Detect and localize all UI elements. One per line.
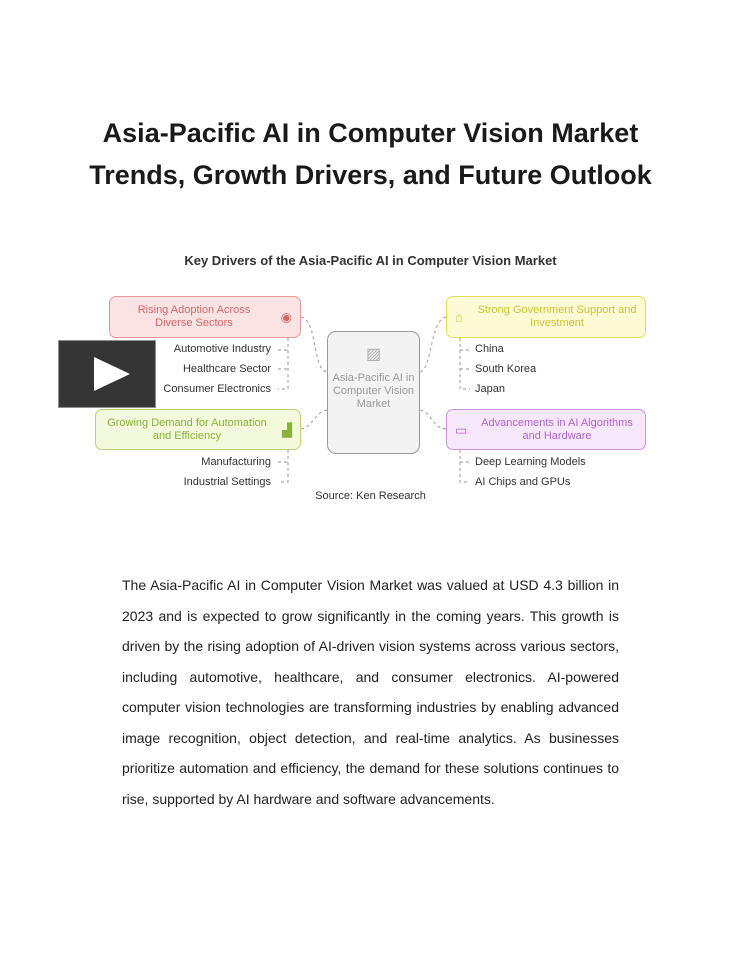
driver-label: Rising Adoption Across Diverse Sectors [137,304,251,329]
driver-box-adoption [109,296,301,338]
driver-label: Strong Government Support and Investment [477,304,637,329]
center-node [327,331,420,454]
list-item: Healthcare Sector [182,363,271,375]
list-item: Consumer Electronics [163,383,271,395]
robot-eye-icon: ◉ [280,309,292,325]
body-paragraph: The Asia-Pacific AI in Computer Vision Market was valued at USD 4.3 billion in 2023 and is expected to grow significantly in the coming years. This growth is driven by the rising adoption of AI-driven vision systems across various sectors, including automotive, healthcare, and consumer electronics. AI-powered computer vision technologies are transforming industries by enabling advanced image recognition, object detection, and real-time analytics. As businesses prioritize automation and efficiency, the demand for these solutions continues to rise, supported by AI hardware and software advancements. [122,577,619,807]
title-line-1: Asia-Pacific AI in Computer Vision Market [102,118,639,148]
list-item: Automotive Industry [173,343,271,355]
driver-box-government [446,296,646,338]
list-item: Manufacturing [201,456,271,468]
source-caption: Source: Ken Research [315,490,426,502]
image-sparkle-icon: ▨ [365,346,382,363]
list-item: Japan [475,383,505,395]
list-item: China [475,343,504,355]
monitor-chip-icon: ▭ [455,422,468,437]
center-label: Asia-Pacific AI in Computer Vision Market [332,372,415,410]
title-line-2: Trends, Growth Drivers, and Future Outlook [89,160,652,190]
diagram-title: Key Drivers of the Asia-Pacific AI in Computer Vision Market [184,253,557,268]
list-item: South Korea [475,363,537,375]
driver-label: Advancements in AI Algorithms and Hardware [481,416,633,442]
driver-box-automation [95,409,301,450]
factory-icon: ▟ [282,422,292,437]
video-play-button[interactable] [58,340,156,408]
driver-label: Growing Demand for Automation and Efficiency [107,416,267,442]
list-item: Industrial Settings [183,476,271,488]
list-item: Deep Learning Models [475,456,586,468]
driver-box-advancements [446,409,646,450]
list-item: AI Chips and GPUs [475,476,571,488]
play-icon [94,357,130,391]
government-people-icon: ⌂ [455,309,463,325]
